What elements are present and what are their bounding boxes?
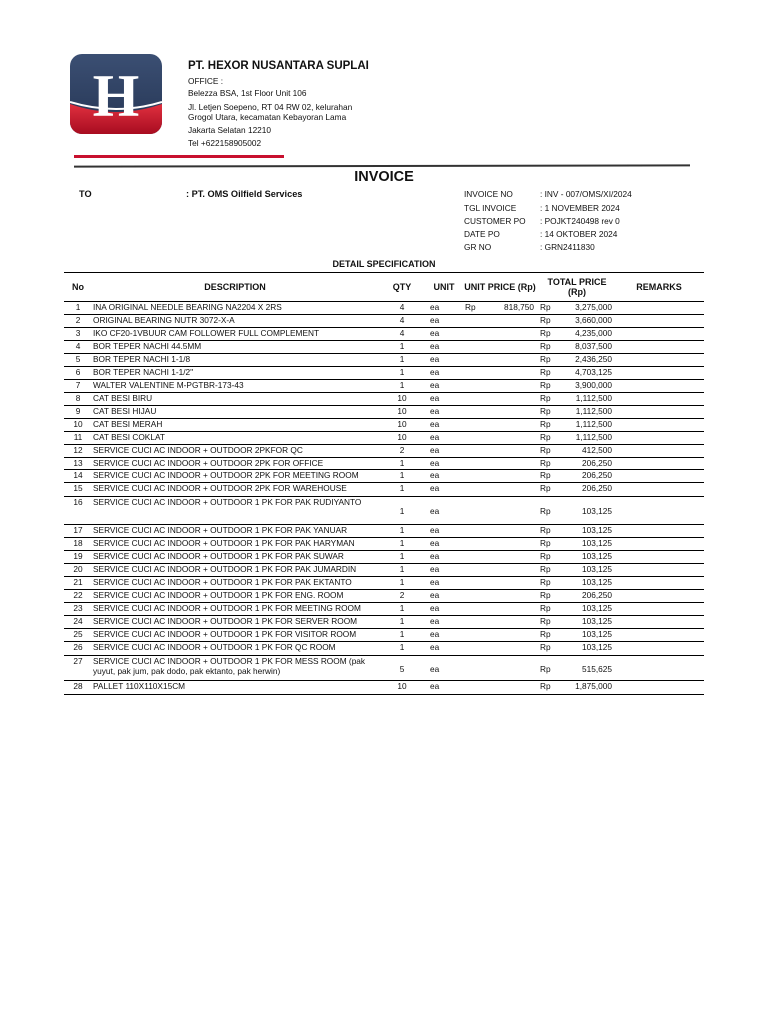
item-unit: ea <box>430 432 440 442</box>
item-number: 6 <box>75 367 81 377</box>
item-unit: ea <box>430 506 440 516</box>
address-line: Grogol Utara, kecamatan Kebayoran Lama <box>188 112 347 122</box>
item-qty: 10 <box>397 432 407 442</box>
item-description: SERVICE CUCI AC INDOOR + OUTDOOR 2PK FOR OFFICE <box>93 458 324 468</box>
to-recipient: : PT. OMS Oilfield Services <box>186 189 303 199</box>
table-row <box>64 315 704 328</box>
item-qty: 1 <box>399 551 405 561</box>
table-row <box>64 525 704 538</box>
item-qty: 1 <box>399 616 405 626</box>
item-total-price: 3,660,000 <box>575 315 612 325</box>
item-total-price: 1,112,500 <box>575 419 612 429</box>
item-total-price: 103,125 <box>582 603 612 613</box>
item-qty: 5 <box>399 664 405 674</box>
table-row <box>64 603 704 616</box>
address-line: Jl. Letjen Soepeno, RT 04 RW 02, kelurahan <box>188 102 353 112</box>
address-line: Jakarta Selatan 12210 <box>188 125 272 135</box>
col-header-total-price: TOTAL PRICE (Rp) <box>547 277 607 297</box>
dark-divider <box>74 164 690 167</box>
item-qty: 1 <box>399 603 405 613</box>
item-description: SERVICE CUCI AC INDOOR + OUTDOOR 1 PK FOR QC ROOM <box>93 642 336 652</box>
table-row <box>64 616 704 629</box>
table-row <box>64 577 704 590</box>
item-total-price: 2,436,250 <box>575 354 612 364</box>
item-qty: 10 <box>397 419 407 429</box>
table-row <box>64 341 704 354</box>
item-qty: 1 <box>399 506 405 516</box>
item-qty: 10 <box>397 406 407 416</box>
item-qty: 1 <box>399 341 405 351</box>
table-row <box>64 367 704 380</box>
item-total-currency: Rp <box>540 525 551 535</box>
item-total-price: 103,125 <box>582 551 612 561</box>
item-total-price: 1,112,500 <box>575 393 612 403</box>
item-total-price: 515,625 <box>582 664 612 674</box>
item-qty: 1 <box>399 470 405 480</box>
table-row <box>64 497 704 525</box>
item-total-currency: Rp <box>540 577 551 587</box>
item-total-currency: Rp <box>540 354 551 364</box>
item-unit: ea <box>430 629 440 639</box>
item-unit: ea <box>430 551 440 561</box>
item-total-price: 8,037,500 <box>575 341 612 351</box>
item-number: 12 <box>73 445 83 455</box>
item-qty: 4 <box>399 302 405 312</box>
meta-label: CUSTOMER PO <box>464 216 526 226</box>
item-total-currency: Rp <box>540 393 551 403</box>
item-unit: ea <box>430 393 440 403</box>
item-qty: 1 <box>399 577 405 587</box>
item-qty: 1 <box>399 564 405 574</box>
item-total-price: 412,500 <box>582 445 612 455</box>
detail-spec-title: DETAIL SPECIFICATION <box>332 259 436 269</box>
item-qty: 1 <box>399 354 405 364</box>
item-qty: 2 <box>399 590 405 600</box>
item-number: 1 <box>75 302 81 312</box>
item-total-currency: Rp <box>540 483 551 493</box>
table-row <box>64 642 704 656</box>
table-row <box>64 629 704 642</box>
item-total-currency: Rp <box>540 642 551 652</box>
item-unit: ea <box>430 538 440 548</box>
item-qty: 1 <box>399 380 405 390</box>
item-unit: ea <box>430 354 440 364</box>
item-number: 15 <box>73 483 83 493</box>
item-number: 17 <box>73 525 83 535</box>
item-description: CAT BESI BIRU <box>93 393 153 403</box>
item-unit: ea <box>430 470 440 480</box>
item-unit: ea <box>430 302 440 312</box>
item-qty: 1 <box>399 642 405 652</box>
item-number: 9 <box>75 406 81 416</box>
table-row <box>64 590 704 603</box>
item-qty: 4 <box>399 328 405 338</box>
item-number: 3 <box>75 328 81 338</box>
item-total-currency: Rp <box>540 564 551 574</box>
item-total-currency: Rp <box>540 432 551 442</box>
table-row <box>64 564 704 577</box>
item-unit: ea <box>430 445 440 455</box>
item-total-price: 1,112,500 <box>575 432 612 442</box>
item-total-price: 206,250 <box>582 458 612 468</box>
meta-label: INVOICE NO <box>464 189 513 199</box>
item-total-currency: Rp <box>540 538 551 548</box>
item-total-price: 1,875,000 <box>575 681 612 691</box>
item-unit: ea <box>430 642 440 652</box>
table-row <box>64 551 704 564</box>
item-total-price: 103,125 <box>582 616 612 626</box>
item-qty: 1 <box>399 367 405 377</box>
item-total-currency: Rp <box>540 302 551 312</box>
table-row <box>64 656 704 681</box>
item-description: SERVICE CUCI AC INDOOR + OUTDOOR 1 PK FOR PAK SUWAR <box>93 551 344 561</box>
item-number: 8 <box>75 393 81 403</box>
item-number: 21 <box>73 577 83 587</box>
item-total-currency: Rp <box>540 315 551 325</box>
item-unit: ea <box>430 341 440 351</box>
item-description: SERVICE CUCI AC INDOOR + OUTDOOR 1 PK FOR PAK YANUAR <box>93 525 348 535</box>
item-unit: ea <box>430 406 440 416</box>
item-total-currency: Rp <box>540 603 551 613</box>
item-description: INA ORIGINAL NEEDLE BEARING NA2204 X 2RS <box>93 302 282 312</box>
table-row <box>64 393 704 406</box>
item-qty: 1 <box>399 458 405 468</box>
item-number: 13 <box>73 458 83 468</box>
item-unit: ea <box>430 483 440 493</box>
item-total-price: 103,125 <box>582 538 612 548</box>
invoice-date: : 1 NOVEMBER 2024 <box>540 203 620 213</box>
table-row <box>64 458 704 470</box>
table-row <box>64 328 704 341</box>
item-total-currency: Rp <box>540 341 551 351</box>
col-header-remarks: REMARKS <box>636 282 682 292</box>
item-unit: ea <box>430 458 440 468</box>
table-row <box>64 432 704 445</box>
item-description: BOR TEPER NACHI 1-1/8 <box>93 354 191 364</box>
item-unit: ea <box>430 681 440 691</box>
item-description: CAT BESI COKLAT <box>93 432 165 442</box>
item-number: 14 <box>73 470 83 480</box>
item-total-price: 103,125 <box>582 629 612 639</box>
col-header-unit-price: UNIT PRICE (Rp) <box>464 282 536 292</box>
item-number: 27 <box>73 656 83 666</box>
item-number: 20 <box>73 564 83 574</box>
item-unit: ea <box>430 577 440 587</box>
col-header-no: No <box>72 282 84 292</box>
item-total-currency: Rp <box>540 551 551 561</box>
table-row <box>64 302 704 315</box>
item-description: SERVICE CUCI AC INDOOR + OUTDOOR 2PK FOR WAREHOUSE <box>93 483 347 493</box>
item-qty: 1 <box>399 538 405 548</box>
address-line: Belezza BSA, 1st Floor Unit 106 <box>188 88 307 98</box>
item-description: SERVICE CUCI AC INDOOR + OUTDOOR 1 PK FOR MESS ROOM (pak yuyut, pak jum, pak dodo, pak ektanto, pak herwin) <box>93 656 366 676</box>
item-unit: ea <box>430 419 440 429</box>
item-description: SERVICE CUCI AC INDOOR + OUTDOOR 1 PK FOR PAK RUDIYANTO <box>93 497 362 507</box>
table-row <box>64 445 704 458</box>
item-total-price: 103,125 <box>582 525 612 535</box>
item-qty: 2 <box>399 445 405 455</box>
item-qty: 1 <box>399 483 405 493</box>
invoice-number: : INV - 007/OMS/XI/2024 <box>540 189 632 199</box>
item-unit: ea <box>430 525 440 535</box>
customer-po: : POJKT240498 rev 0 <box>540 216 620 226</box>
item-total-currency: Rp <box>540 616 551 626</box>
office-label: OFFICE : <box>188 76 224 86</box>
item-number: 7 <box>75 380 81 390</box>
item-total-price: 103,125 <box>582 506 612 516</box>
meta-label: DATE PO <box>464 229 500 239</box>
item-total-currency: Rp <box>540 590 551 600</box>
item-unit: ea <box>430 603 440 613</box>
item-number: 4 <box>75 341 81 351</box>
table-row <box>64 354 704 367</box>
item-description: WALTER VALENTINE M-PGTBR-173-43 <box>93 380 244 390</box>
item-total-price: 3,275,000 <box>575 302 612 312</box>
item-number: 25 <box>73 629 83 639</box>
item-unit: ea <box>430 315 440 325</box>
item-unit: ea <box>430 664 440 674</box>
item-unit: ea <box>430 564 440 574</box>
meta-label: TGL INVOICE <box>464 203 517 213</box>
item-description: SERVICE CUCI AC INDOOR + OUTDOOR 1 PK FOR SERVER ROOM <box>93 616 358 626</box>
item-total-currency: Rp <box>540 445 551 455</box>
item-unit: ea <box>430 367 440 377</box>
item-description: SERVICE CUCI AC INDOOR + OUTDOOR 1 PK FOR PAK EKTANTO <box>93 577 352 587</box>
table-row <box>64 380 704 393</box>
item-total-price: 103,125 <box>582 642 612 652</box>
item-number: 28 <box>73 681 83 691</box>
red-divider <box>74 155 284 158</box>
col-header-description: DESCRIPTION <box>204 282 266 292</box>
col-header-qty: QTY <box>392 282 412 292</box>
item-qty: 4 <box>399 315 405 325</box>
item-total-price: 206,250 <box>582 470 612 480</box>
item-total-currency: Rp <box>540 406 551 416</box>
item-number: 5 <box>75 354 81 364</box>
item-description: SERVICE CUCI AC INDOOR + OUTDOOR 2PK FOR MEETING ROOM <box>93 470 359 480</box>
item-unit: ea <box>430 328 440 338</box>
item-total-currency: Rp <box>540 506 551 516</box>
col-header-unit: UNIT <box>433 282 455 292</box>
item-number: 16 <box>73 497 83 507</box>
item-total-price: 3,900,000 <box>575 380 612 390</box>
item-number: 22 <box>73 590 83 600</box>
item-total-currency: Rp <box>540 681 551 691</box>
item-total-price: 206,250 <box>582 590 612 600</box>
table-row <box>64 419 704 432</box>
item-total-price: 103,125 <box>582 577 612 587</box>
item-unit: ea <box>430 380 440 390</box>
item-number: 11 <box>73 432 83 442</box>
item-qty: 1 <box>399 629 405 639</box>
item-number: 10 <box>73 419 83 429</box>
item-number: 18 <box>73 538 83 548</box>
meta-label: GR NO <box>464 242 492 252</box>
item-qty: 1 <box>399 525 405 535</box>
item-description: CAT BESI MERAH <box>93 419 163 429</box>
item-total-currency: Rp <box>540 328 551 338</box>
table-row <box>64 681 704 695</box>
item-description: SERVICE CUCI AC INDOOR + OUTDOOR 1 PK FOR PAK HARYMAN <box>93 538 355 548</box>
item-unit: ea <box>430 616 440 626</box>
item-description: BOR TEPER NACHI 1-1/2'' <box>93 367 194 377</box>
item-total-currency: Rp <box>540 458 551 468</box>
item-number: 24 <box>73 616 83 626</box>
item-description: BOR TEPER NACHI 44.5MM <box>93 341 202 351</box>
item-description: CAT BESI HIJAU <box>93 406 157 416</box>
table-row <box>64 483 704 497</box>
phone-number: Tel +622158905002 <box>188 138 262 148</box>
item-total-currency: Rp <box>540 629 551 639</box>
row-divider <box>64 694 704 695</box>
item-total-price: 103,125 <box>582 564 612 574</box>
item-total-currency: Rp <box>540 664 551 674</box>
item-description: SERVICE CUCI AC INDOOR + OUTDOOR 1 PK FOR PAK JUMARDIN <box>93 564 357 574</box>
item-total-currency: Rp <box>540 419 551 429</box>
item-number: 26 <box>73 642 83 652</box>
logo-letter: H <box>92 63 140 129</box>
item-unit: ea <box>430 590 440 600</box>
item-total-price: 1,112,500 <box>575 406 612 416</box>
table-row <box>64 538 704 551</box>
item-qty: 10 <box>397 681 407 691</box>
item-number: 2 <box>75 315 81 325</box>
table-row <box>64 406 704 419</box>
item-description: PALLET 110X110X15CM <box>93 681 186 691</box>
company-name: PT. HEXOR NUSANTARA SUPLAI <box>188 60 369 72</box>
item-number: 23 <box>73 603 83 613</box>
item-total-price: 206,250 <box>582 483 612 493</box>
item-unit-price: 818,750 <box>504 302 534 312</box>
item-description: SERVICE CUCI AC INDOOR + OUTDOOR 1 PK FOR ENG. ROOM <box>93 590 344 600</box>
item-description: SERVICE CUCI AC INDOOR + OUTDOOR 2PKFOR QC <box>93 445 303 455</box>
item-qty: 10 <box>397 393 407 403</box>
item-number: 19 <box>73 551 83 561</box>
gr-number: : GRN2411830 <box>540 242 595 252</box>
item-total-currency: Rp <box>540 470 551 480</box>
item-total-currency: Rp <box>540 367 551 377</box>
item-unit-price-currency: Rp <box>465 302 476 312</box>
item-total-price: 4,703,125 <box>575 367 612 377</box>
invoice-title: INVOICE <box>354 169 414 185</box>
item-description: SERVICE CUCI AC INDOOR + OUTDOOR 1 PK FOR VISITOR ROOM <box>93 629 357 639</box>
item-total-price: 4,235,000 <box>575 328 612 338</box>
company-logo <box>70 54 162 134</box>
to-label: TO <box>79 189 92 199</box>
item-description: ORIGINAL BEARING NUTR 3072-X-A <box>93 315 235 325</box>
item-description: SERVICE CUCI AC INDOOR + OUTDOOR 1 PK FOR MEETING ROOM <box>93 603 361 613</box>
po-date: : 14 OKTOBER 2024 <box>540 229 618 239</box>
item-description: IKO CF20-1VBUUR CAM FOLLOWER FULL COMPLEMENT <box>93 328 320 338</box>
table-row <box>64 470 704 483</box>
item-total-currency: Rp <box>540 380 551 390</box>
